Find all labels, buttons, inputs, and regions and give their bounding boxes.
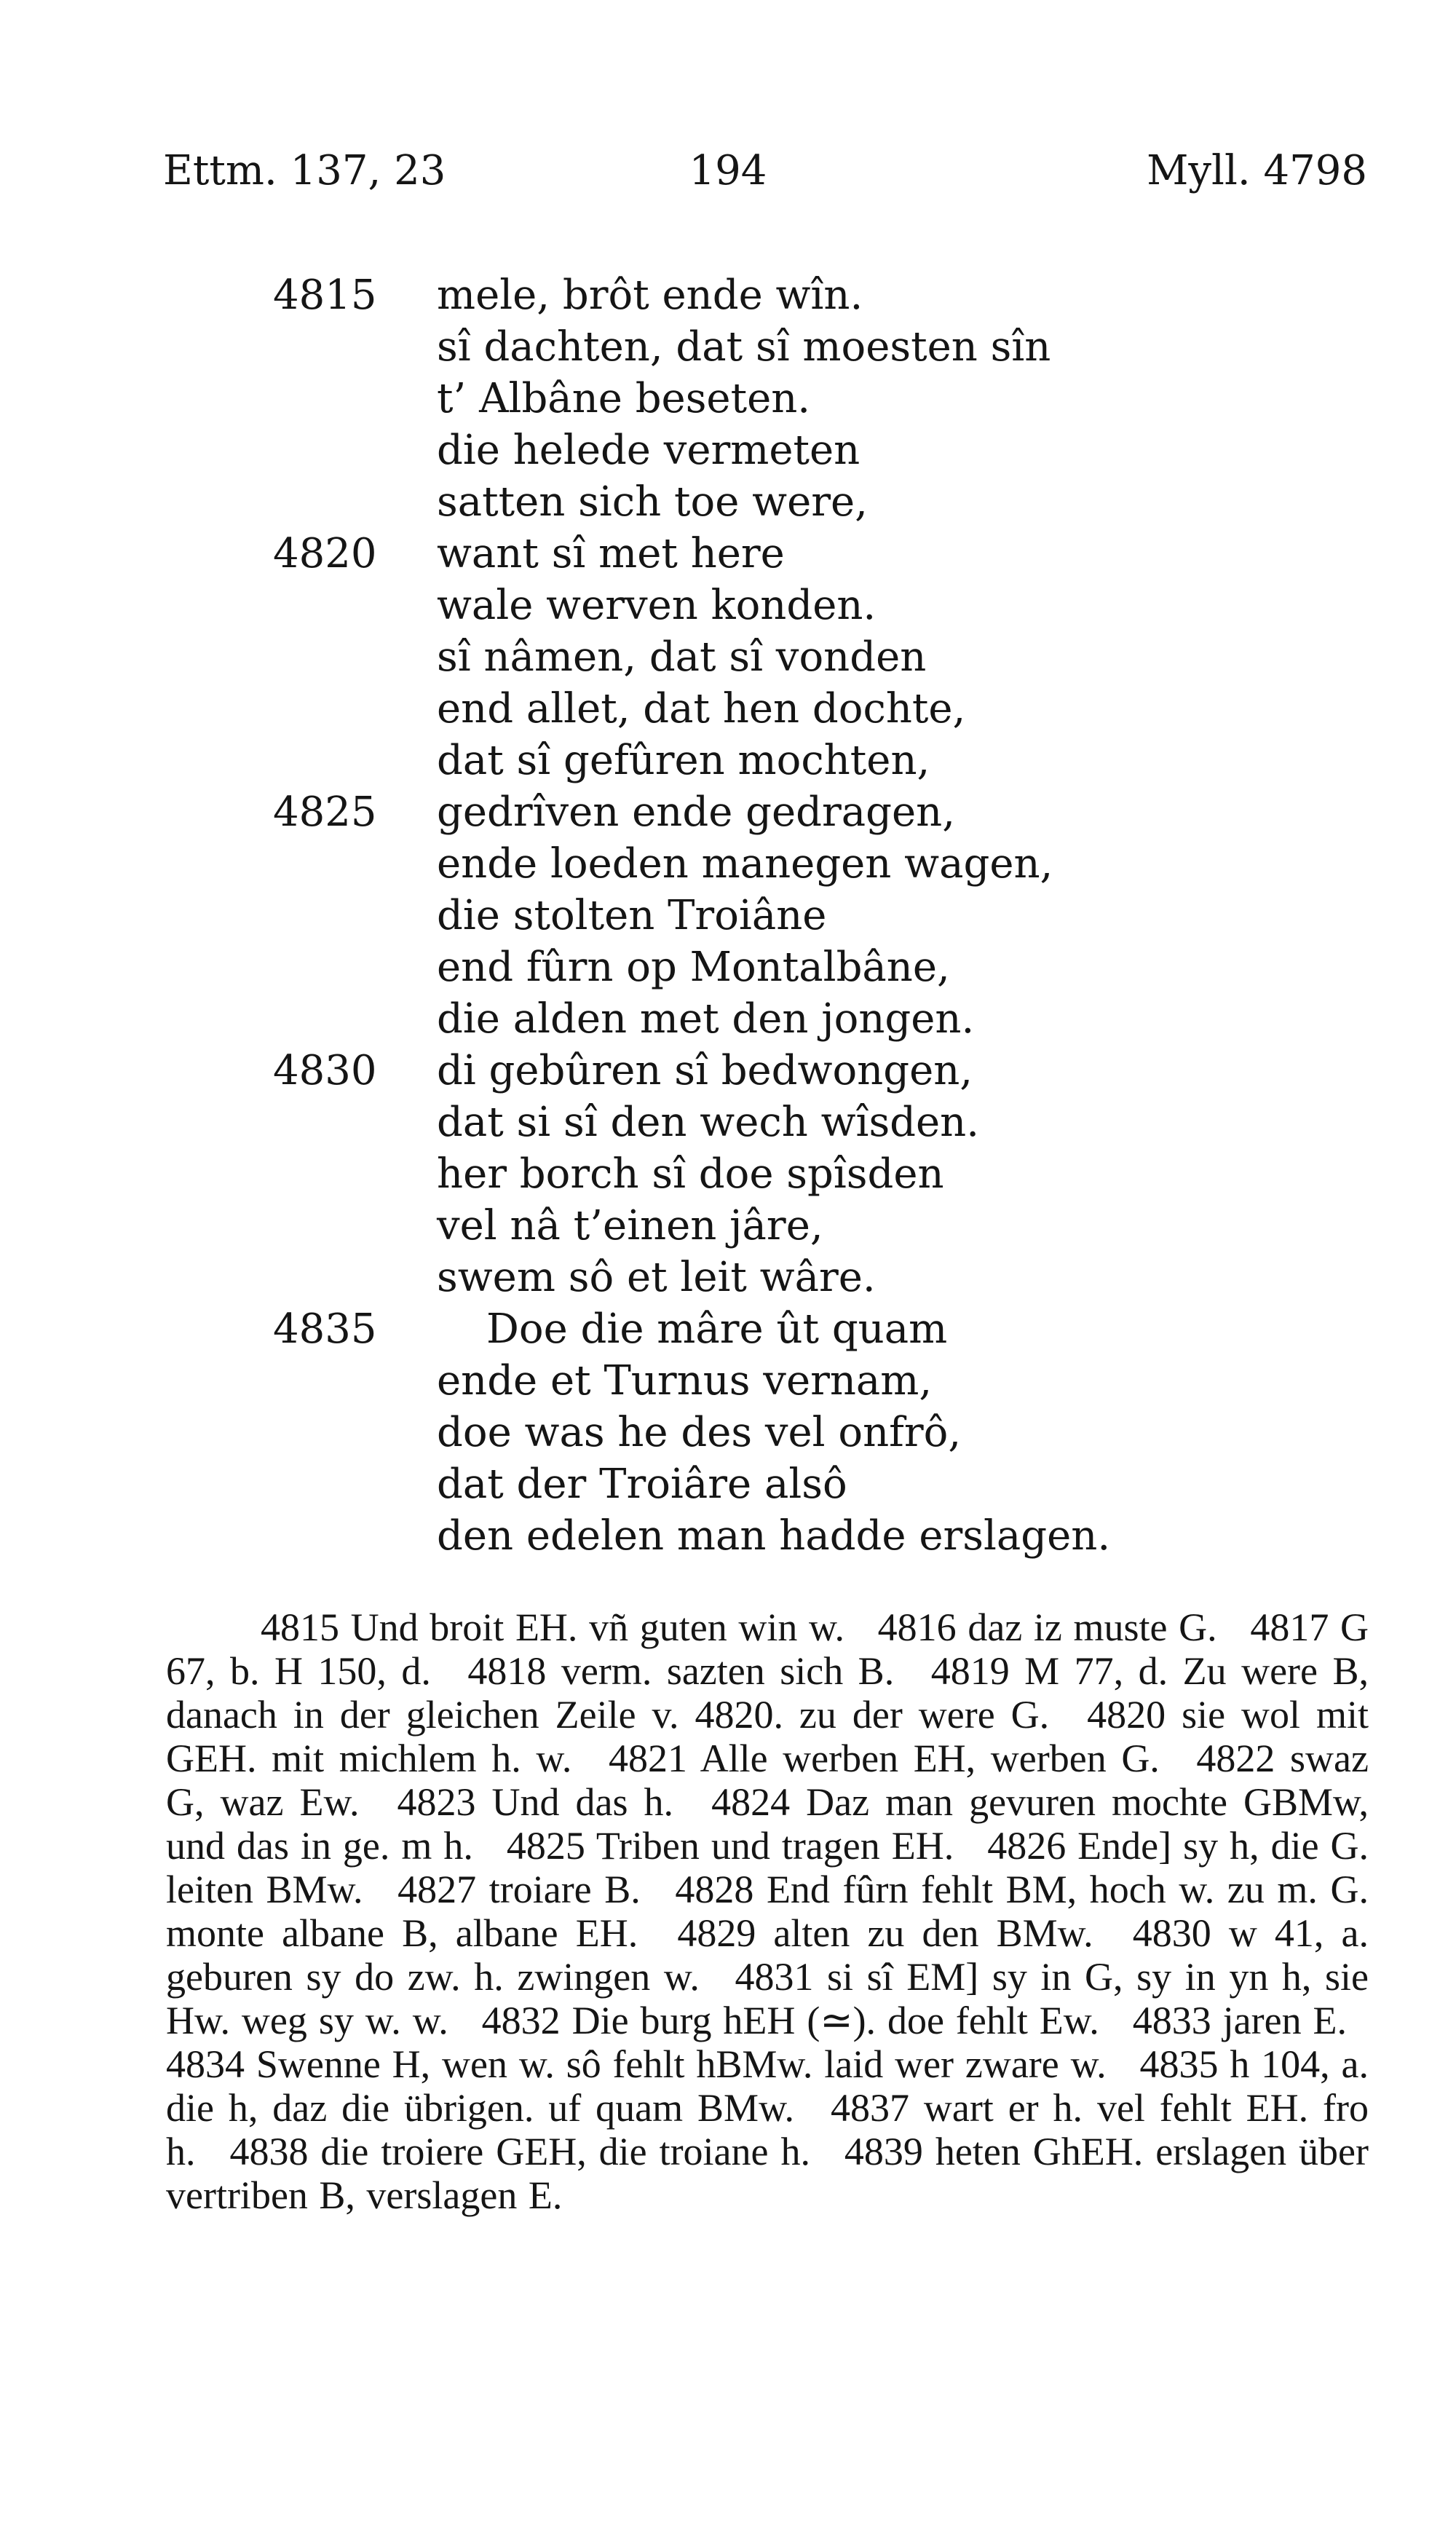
line-number: 4830: [273, 1047, 377, 1094]
verse-text-line: die alden met den jongen.: [437, 995, 975, 1043]
apparatus-note: 4823 Und das h.: [397, 1780, 674, 1824]
apparatus-note: 4815 Und broit EH. vñ guten win w.: [261, 1605, 845, 1649]
verse-text-line: her borch sî doe spîsden: [437, 1150, 944, 1198]
apparatus-note: 4828 End fûrn fehlt BM, hoch w. zu m. G. monte albane B, albane EH.: [166, 1868, 1369, 1955]
verse-line: [0, 838, 1456, 890]
verse-text-line: wale werven konden.: [437, 582, 877, 629]
apparatus-note: 4825 Triben und tragen EH.: [506, 1824, 954, 1868]
apparatus-note: 4839 heten GhEH. erslagen über vertriben B, verslagen E.: [166, 2130, 1369, 2217]
apparatus-note: 4819 M 77, d. Zu were B, danach in der gleichen Zeile v. 4820. zu der were G.: [166, 1649, 1369, 1737]
apparatus-note: 4817 G 67, b. H 150, d.: [166, 1605, 1369, 1693]
verse-text-line: die helede vermeten: [437, 427, 860, 474]
verse-text-line: mele, brôt ende wîn.: [437, 272, 863, 319]
verse-line: [0, 1200, 1456, 1252]
verse-text-line: want sî met here: [437, 530, 785, 577]
apparatus-note: 4827 troiare B.: [397, 1868, 641, 1911]
line-number: 4835: [273, 1305, 377, 1353]
verse-text-line: gedrîven ende gedragen,: [437, 789, 956, 836]
verse-line: [0, 1097, 1456, 1148]
running-head-left: Ettm. 137, 23: [163, 147, 446, 194]
apparatus-note: 4833 jaren E.: [1132, 1999, 1347, 2042]
apparatus-note: 4830 w 41, a. geburen sy do zw. h. zwingen w.: [166, 1911, 1369, 1999]
page-header: [0, 146, 1456, 197]
verse-line: [0, 1045, 1456, 1097]
apparatus-note: 4838 die troiere GEH, die troiane h.: [229, 2130, 810, 2173]
verse-line: [0, 373, 1456, 424]
line-number: 4820: [273, 530, 377, 577]
verse-text-line: di gebûren sî bedwongen,: [437, 1047, 973, 1094]
apparatus-note: 4816 daz iz muste G.: [877, 1605, 1217, 1649]
apparatus-note: 4821 Alle werben EH, werben G.: [608, 1737, 1160, 1780]
verse-text-line: end fûrn op Montalbâne,: [437, 944, 950, 991]
apparatus-note: 4834 Swenne H, wen w. sô fehlt hBMw. laid wer zware w.: [166, 2042, 1107, 2086]
verse-line: [0, 683, 1456, 735]
verse-text-line: dat der Troiâre alsô: [437, 1461, 847, 1508]
verse-text: [0, 269, 1456, 1562]
verse-line: [0, 890, 1456, 941]
apparatus-note: 4818 verm. sazten sich B.: [467, 1649, 895, 1693]
verse-line: [0, 1252, 1456, 1303]
verse-text-line: die stolten Troiâne: [437, 892, 827, 939]
verse-text-line: ende loeden manegen wagen,: [437, 840, 1053, 888]
verse-text-line: dat si sî den wech wîsden.: [437, 1099, 980, 1146]
verse-line: [0, 476, 1456, 528]
apparatus-note: 4824 Daz man gevuren mochte GBMw, und das in ge. m h.: [166, 1780, 1369, 1868]
line-number: 4825: [273, 789, 377, 836]
apparatus-note: 4826 Ende] sy h, die G. leiten BMw.: [166, 1824, 1369, 1911]
verse-line: [0, 1510, 1456, 1562]
verse-line: [0, 993, 1456, 1045]
verse-text-line: satten sich toe were,: [437, 478, 868, 526]
apparatus-note: 4820 sie wol mit GEH. mit michlem h. w.: [166, 1693, 1369, 1780]
verse-text-line: swem sô et leit wâre.: [437, 1254, 876, 1301]
page-number: 194: [689, 147, 767, 194]
verse-line: [0, 269, 1456, 321]
apparatus-note: 4822 swaz G, waz Ew.: [166, 1737, 1369, 1824]
critical-apparatus: [166, 1605, 1369, 2217]
verse-line: [0, 735, 1456, 786]
verse-text-line: t’ Albâne beseten.: [437, 375, 811, 422]
verse-line: [0, 1407, 1456, 1458]
apparatus-note: 4831 si sî EM] sy in G, sy in yn h, sie Hw. weg sy w. w.: [166, 1955, 1369, 2042]
verse-text-line: sî nâmen, dat sî vonden: [437, 633, 927, 681]
verse-text-line: end allet, dat hen dochte,: [437, 685, 966, 732]
verse-text-line: Doe die mâre ût quam: [486, 1305, 948, 1353]
apparatus-note: 4829 alten zu den BMw.: [677, 1911, 1093, 1955]
verse-line: [0, 1355, 1456, 1407]
apparatus-note: 4835 h 104, a. die h, daz die übrigen. uf quam BMw.: [166, 2042, 1369, 2130]
verse-line: [0, 321, 1456, 373]
verse-line: [0, 580, 1456, 631]
running-head-right: Myll. 4798: [1147, 147, 1367, 194]
verse-line: [0, 424, 1456, 476]
verse-text-line: doe was he des vel onfrô,: [437, 1409, 962, 1456]
verse-line: [0, 786, 1456, 838]
line-number: 4815: [273, 272, 377, 319]
verse-line: [0, 941, 1456, 993]
verse-line: [0, 528, 1456, 580]
verse-line: [0, 1148, 1456, 1200]
verse-line: [0, 1458, 1456, 1510]
apparatus-note: 4832 Die burg hEH (≃). doe fehlt Ew.: [481, 1999, 1099, 2042]
verse-text-line: ende et Turnus vernam,: [437, 1357, 933, 1405]
verse-text-line: vel nâ t’einen jâre,: [437, 1202, 823, 1249]
verse-line: [0, 1303, 1456, 1355]
verse-text-line: sî dachten, dat sî moesten sîn: [437, 323, 1051, 371]
apparatus-note: 4837 wart er h. vel fehlt EH. fro h.: [166, 2086, 1369, 2173]
verse-text-line: dat sî gefûren mochten,: [437, 737, 930, 784]
verse-text-line: den edelen man hadde erslagen.: [437, 1512, 1111, 1560]
verse-line: [0, 631, 1456, 683]
